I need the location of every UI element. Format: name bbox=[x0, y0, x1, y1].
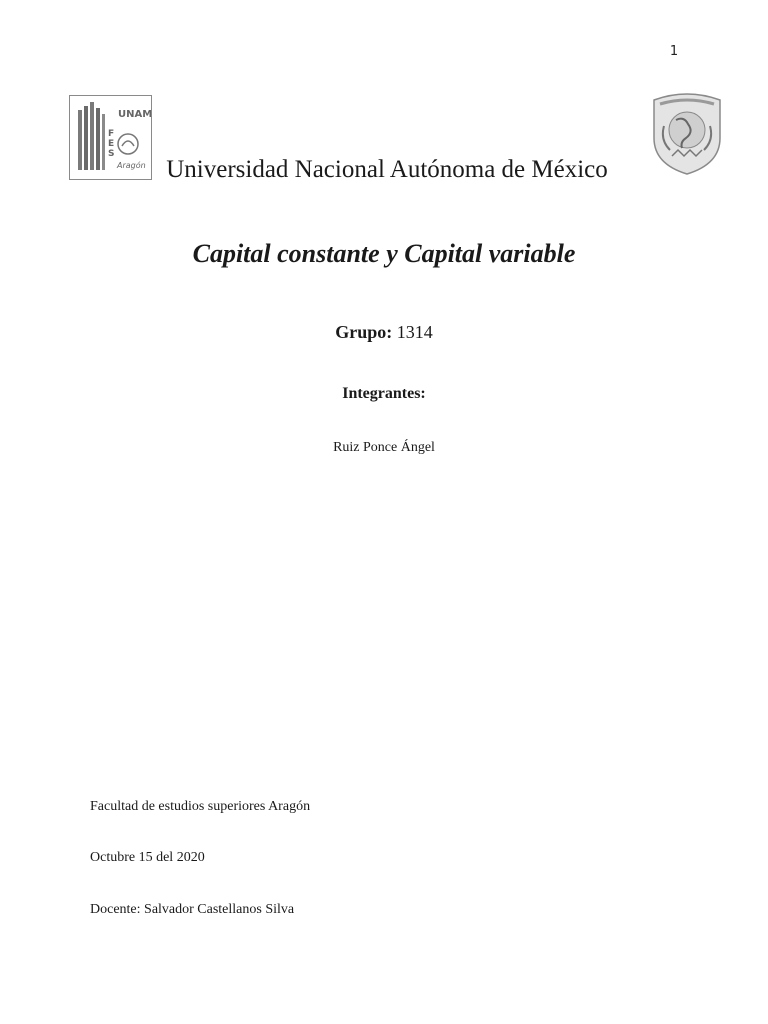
logo-text: S bbox=[108, 149, 115, 159]
logo-text: E bbox=[108, 139, 115, 149]
members-label: Integrantes: bbox=[342, 385, 426, 402]
logo-text: UNAM bbox=[118, 109, 151, 120]
document-title: Capital constante y Capital variable bbox=[192, 239, 576, 268]
logo-text: Aragón bbox=[117, 161, 146, 170]
group-line bbox=[0, 322, 768, 343]
page-number: 1 bbox=[669, 44, 679, 59]
group-label: Grupo: bbox=[335, 322, 393, 342]
date-line: Octubre 15 del 2020 bbox=[90, 850, 205, 865]
group-value: 1314 bbox=[396, 322, 433, 342]
logo-text: F bbox=[108, 129, 115, 139]
university-name: Universidad Nacional Autónoma de México bbox=[166, 156, 608, 183]
teacher-line: Docente: Salvador Castellanos Silva bbox=[90, 902, 295, 917]
member-name: Ruiz Ponce Ángel bbox=[333, 440, 435, 455]
faculty-line: Facultad de estudios superiores Aragón bbox=[90, 799, 311, 814]
